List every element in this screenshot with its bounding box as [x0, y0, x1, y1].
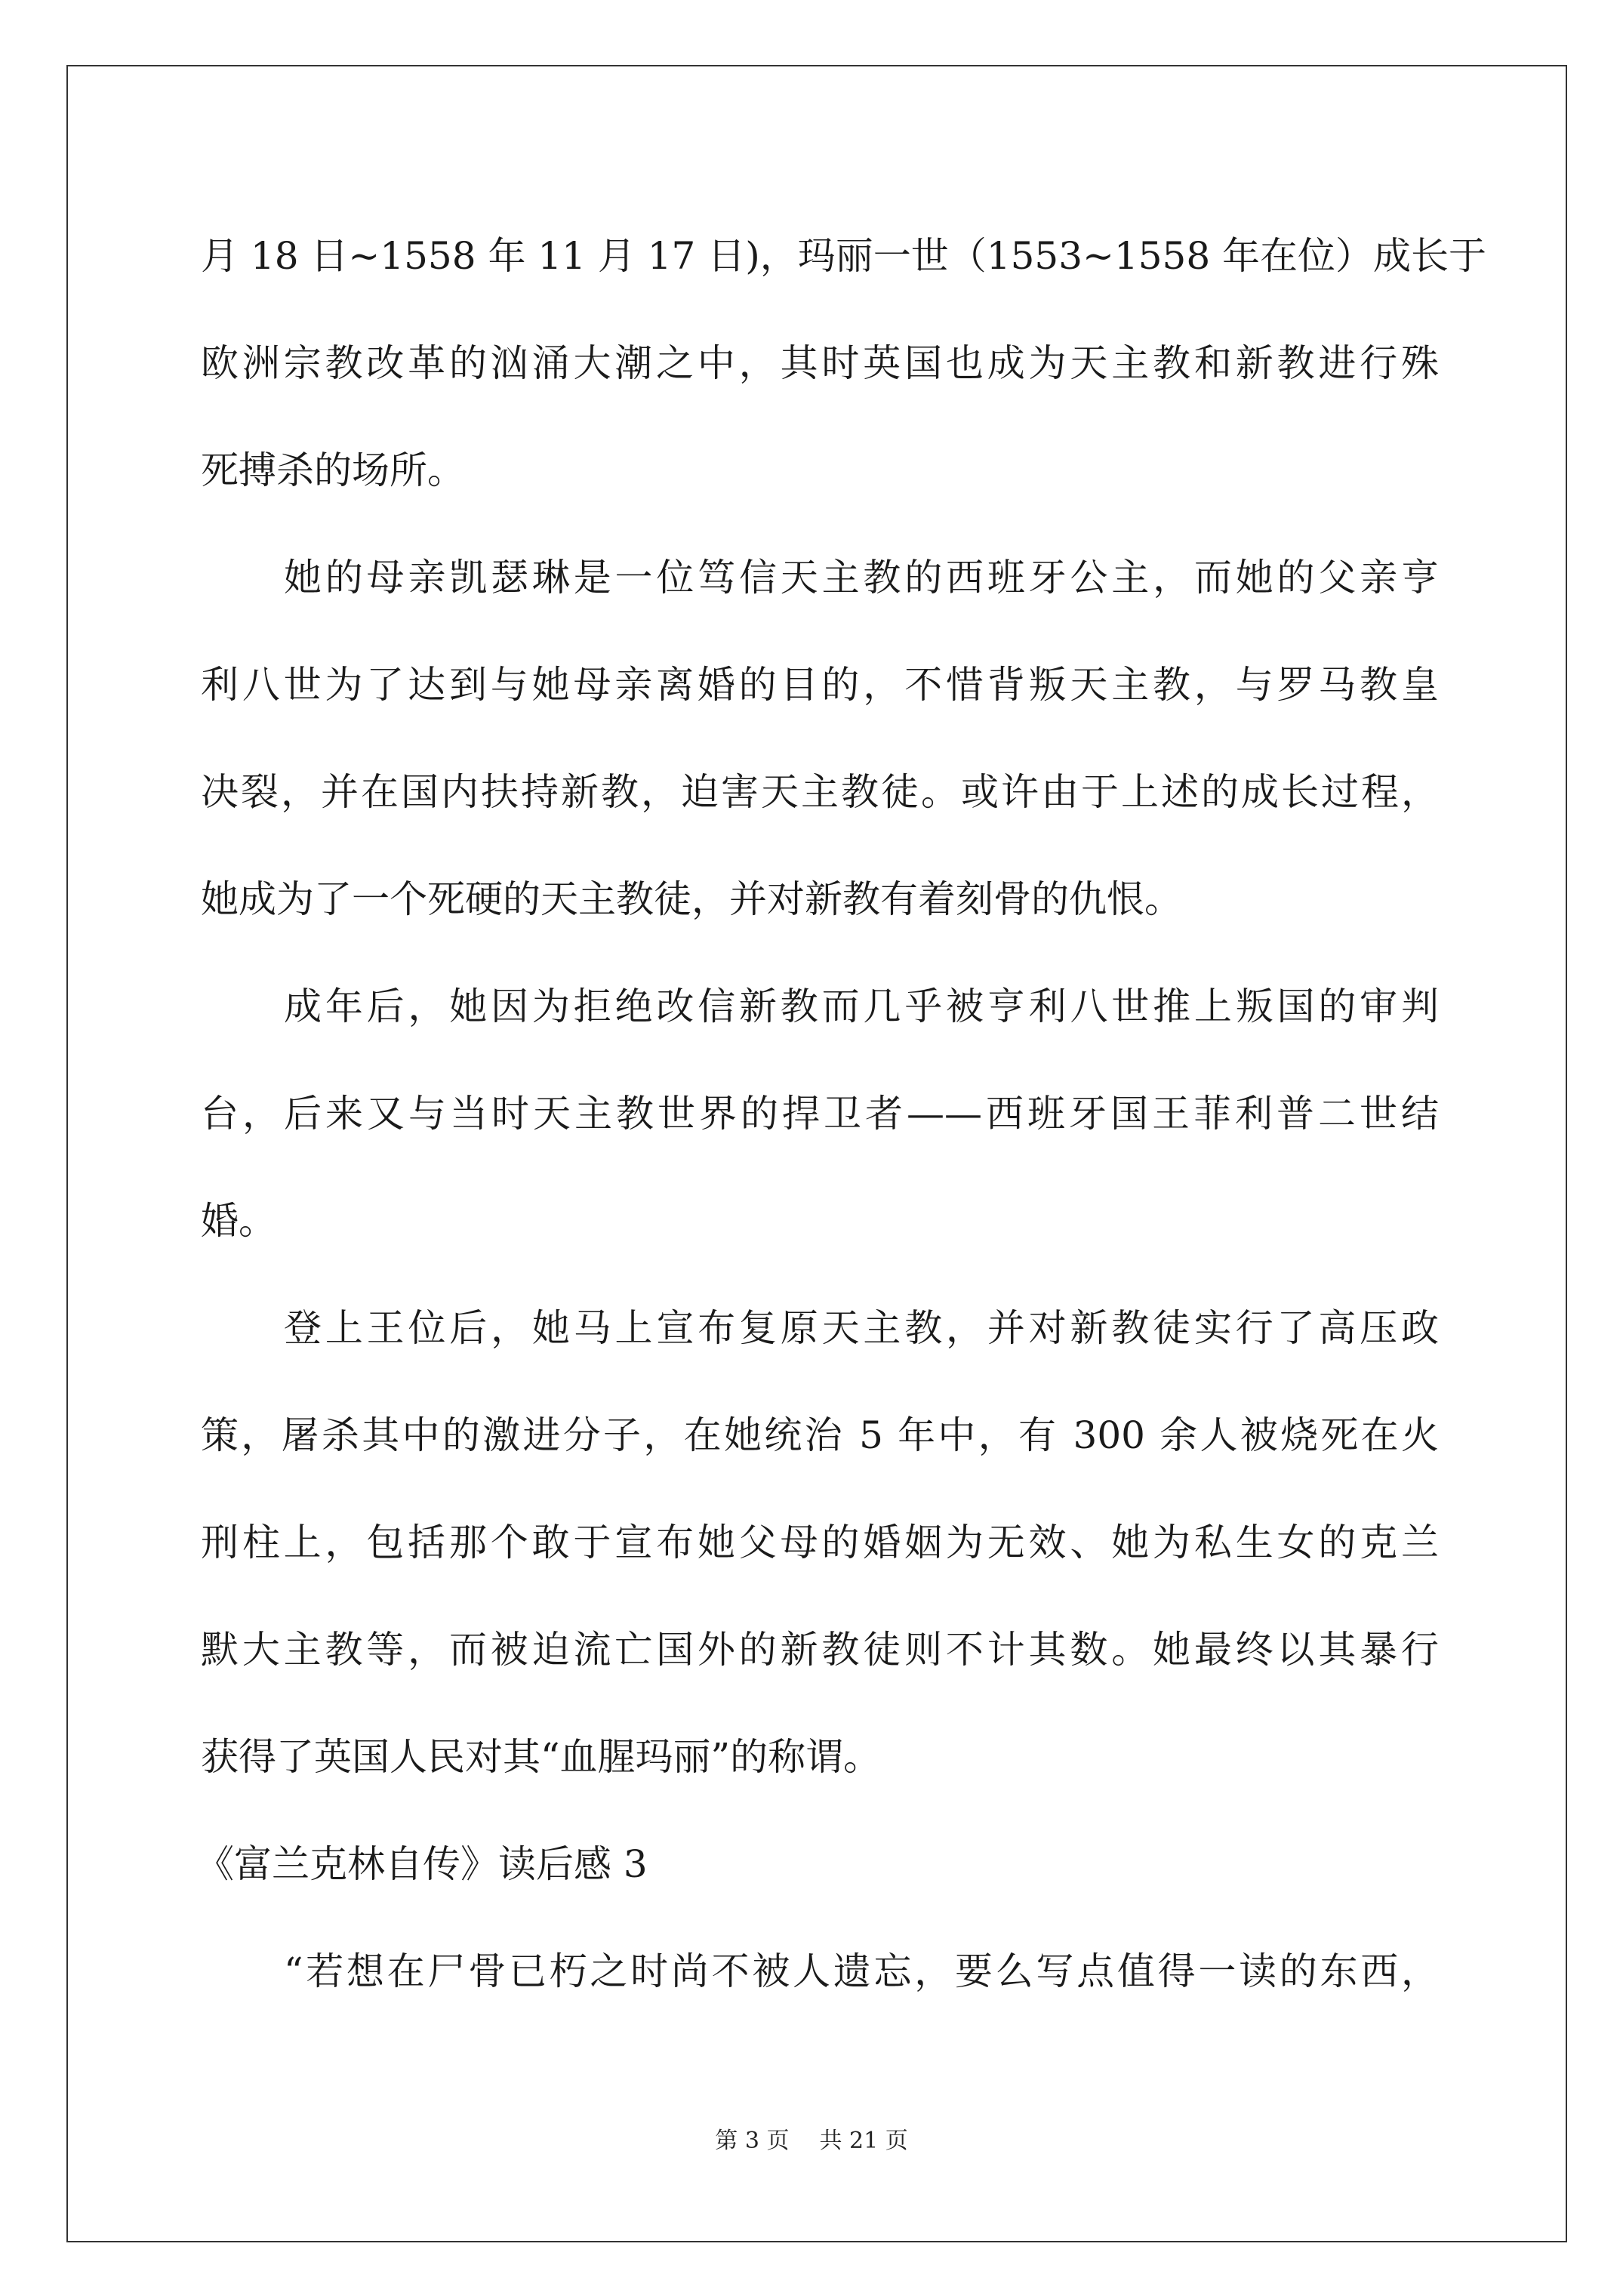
text-line: 她成为了一个死硬的天主教徒，并对新教有着刻骨的仇恨。: [201, 877, 1182, 921]
text-line: 成年后，她因为拒绝改信新教而几乎被亨利八世推上叛国的审判: [284, 985, 1439, 1028]
text-line: 登上王位后，她马上宣布复原天主教，并对新教徒实行了高压政: [284, 1306, 1439, 1350]
text-line: 她的母亲凯瑟琳是一位笃信天主教的西班牙公主，而她的父亲亨: [284, 556, 1439, 599]
text-line: 台，后来又与当时天主教世界的捍卫者——西班牙国王菲利普二世结: [201, 1092, 1439, 1136]
page-number: 第 3 页: [715, 2128, 790, 2154]
text-line: 月 18 日~1558 年 11 月 17 日)，玛丽一世（1553~1558 年在位）成长于: [201, 234, 1487, 278]
text-line: 刑柱上，包括那个敢于宣布她父母的婚姻为无效、她为私生女的克兰: [201, 1521, 1439, 1564]
text-line: 利八世为了达到与她母亲离婚的目的，不惜背叛天主教，与罗马教皇: [201, 663, 1439, 707]
text-line: 策，屠杀其中的激进分子，在她统治 5 年中，有 300 余人被烧死在火: [201, 1413, 1439, 1457]
page-footer: [0, 2122, 1623, 2155]
text-line: 婚。: [201, 1199, 276, 1243]
text-line: 死搏杀的场所。: [201, 448, 465, 492]
section-heading: 《富兰克林自传》读后感 3: [196, 1842, 648, 1886]
text-line: 默大主教等，而被迫流亡国外的新教徒则不计其数。她最终以其暴行: [201, 1628, 1439, 1672]
text-line: 欧洲宗教改革的汹涌大潮之中，其时英国也成为天主教和新教进行殊: [201, 341, 1439, 385]
text-line: “若想在尸骨已朽之时尚不被人遗忘，要么写点值得一读的东西，: [284, 1949, 1439, 1993]
page-total: 共 21 页: [819, 2128, 908, 2154]
text-line: 决裂，并在国内扶持新教，迫害天主教徒。或许由于上述的成长过程，: [201, 770, 1439, 814]
document-body: [196, 202, 1487, 2025]
text-line: 获得了英国人民对其“血腥玛丽”的称谓。: [201, 1735, 882, 1779]
